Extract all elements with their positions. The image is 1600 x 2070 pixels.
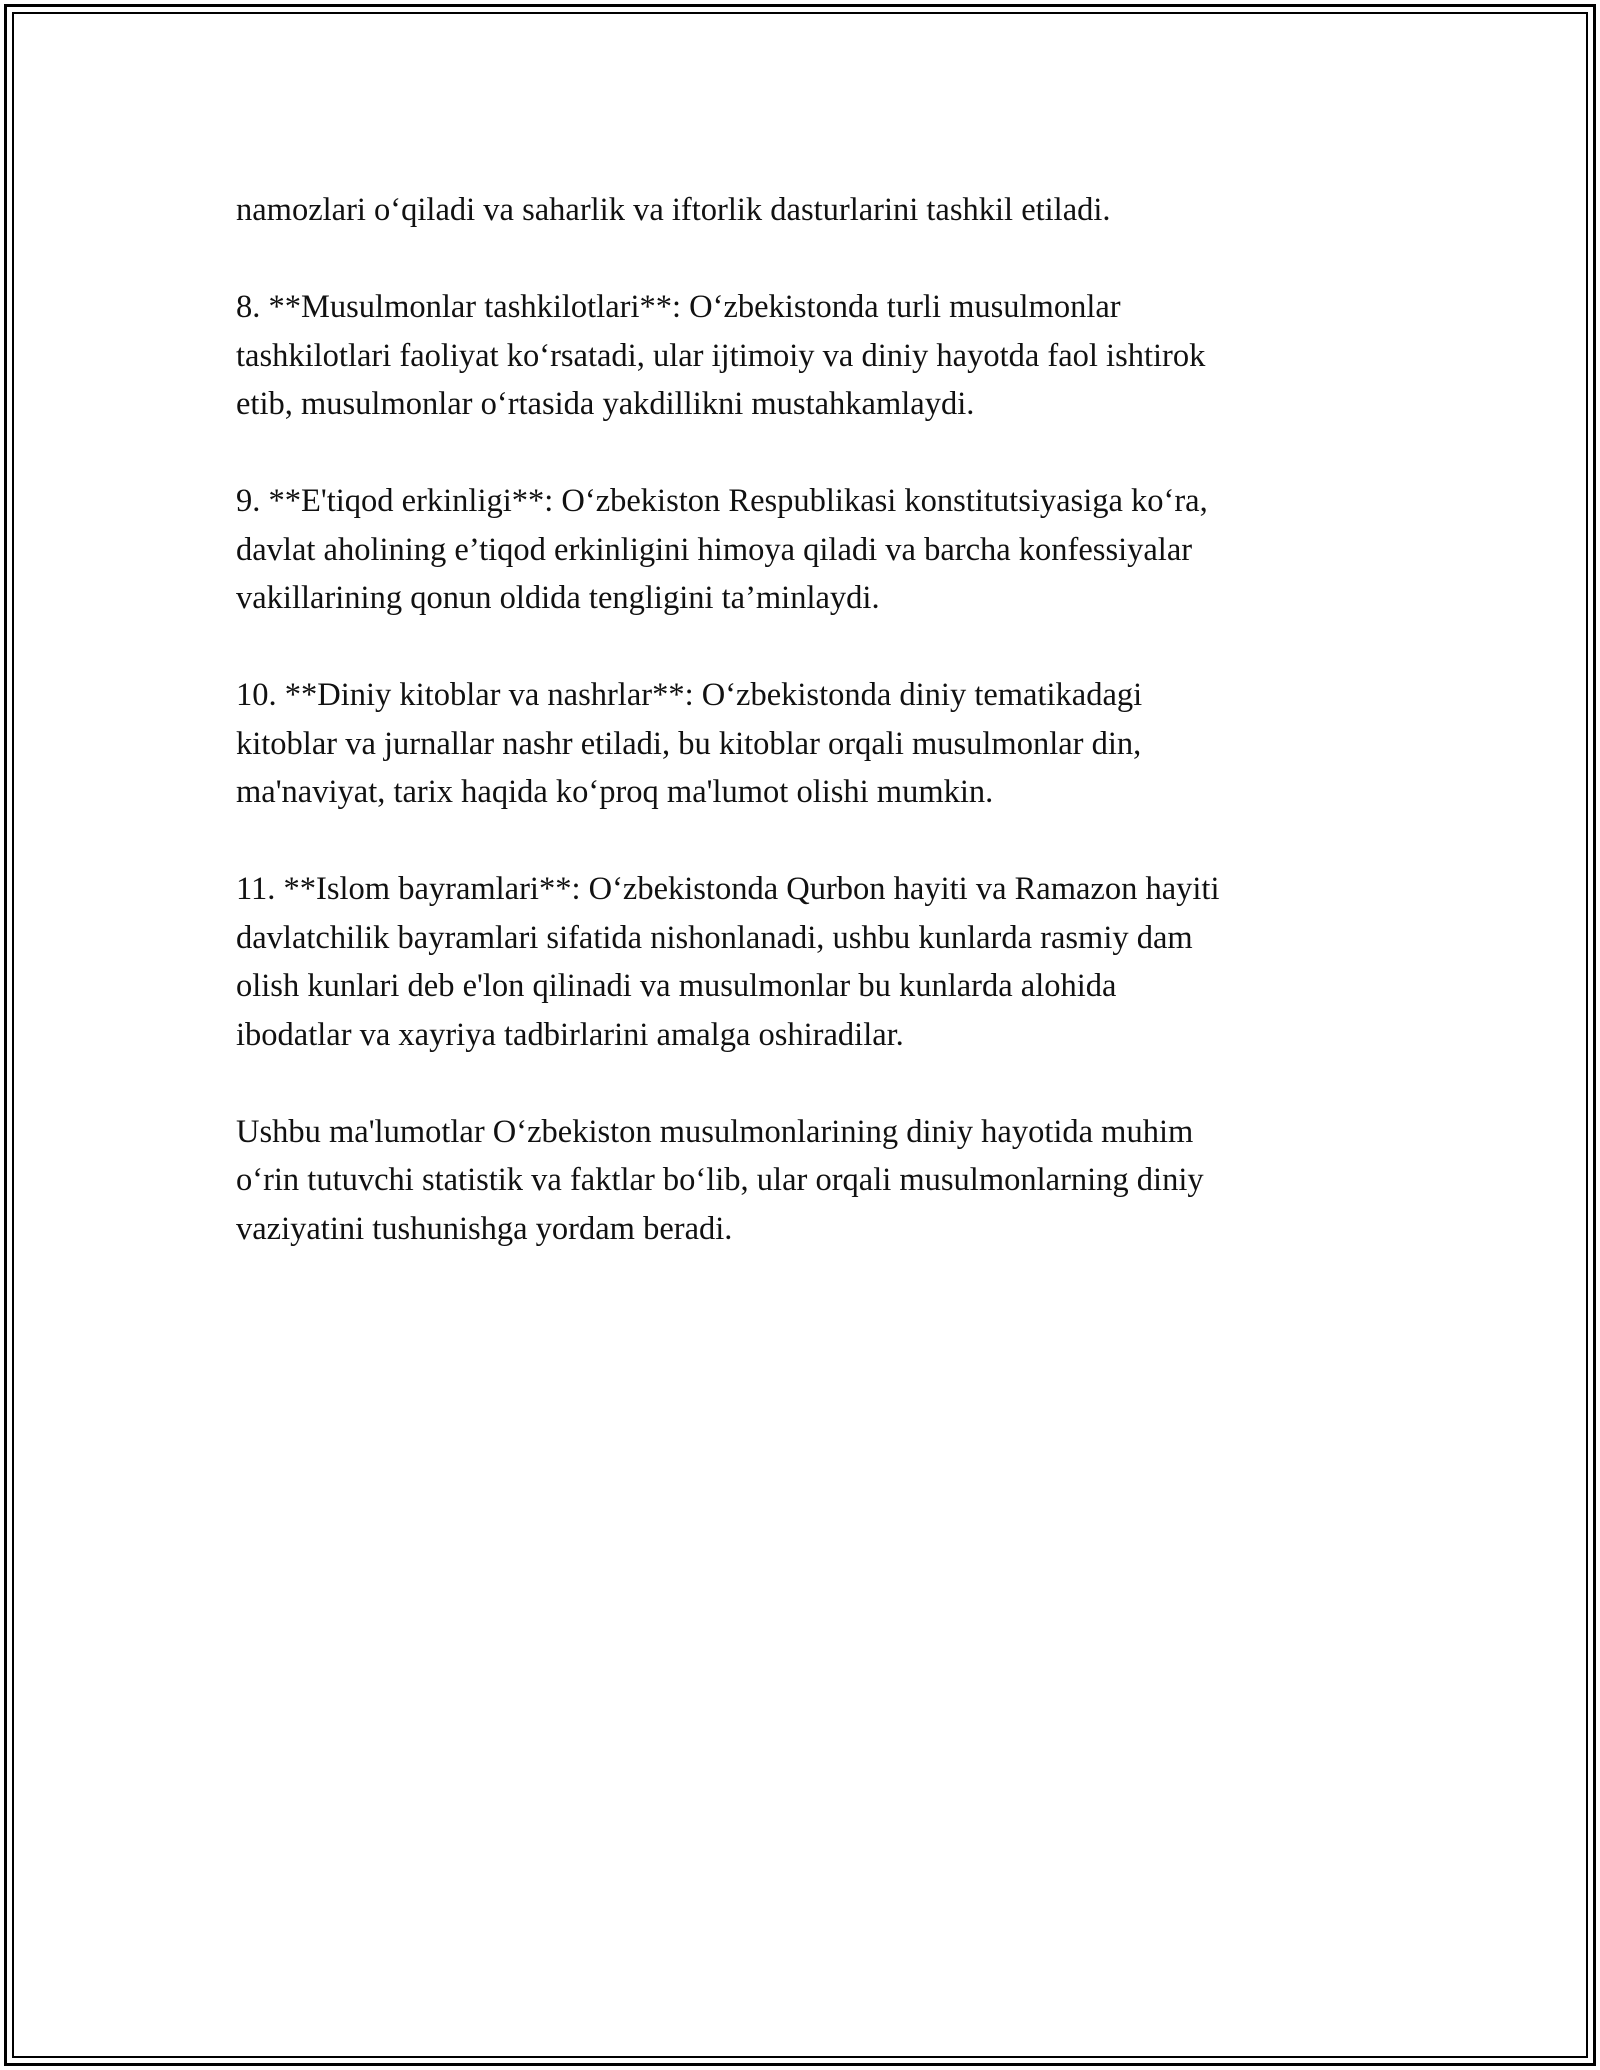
document-body xyxy=(236,186,1366,1302)
paragraph-item-10: 10. **Diniy kitoblar va nashrlar**: O‘zbekistonda diniy tematikadagi kitoblar va jurnallar nashr etiladi, bu kitoblar orqali musulmonlar din, ma'naviyat, tarix haqida ko‘proq ma'lumot olishi mumkin. xyxy=(236,677,1143,810)
paragraph-item-11: 11. **Islom bayramlari**: O‘zbekistonda Qurbon hayiti va Ramazon hayiti davlatchilik bayramlari sifatida nishonlanadi, ushbu kunlarda rasmiy dam olish kunlari deb e'lon qilinadi va musulmonlar bu kunlarda alohida ibodatlar va xayriya tadbirlarini amalga oshiradilar. xyxy=(236,871,1220,1053)
paragraph-conclusion: Ushbu ma'lumotlar O‘zbekiston musulmonlarining diniy hayotida muhim o‘rin tutuvchi statistik va faktlar bo‘lib, ular orqali musulmonlarning diniy vaziyatini tushunishga yordam beradi. xyxy=(236,1113,1204,1247)
paragraph-item-9: 9. **E'tiqod erkinligi**: O‘zbekiston Respublikasi konstitutsiyasiga ko‘ra, davlat aholining e’tiqod erkinligini himoya qiladi va barcha konfessiyalar vakillarining qonun oldida tengligini ta’minlaydi. xyxy=(236,483,1208,616)
paragraph-item-8: 8. **Musulmonlar tashkilotlari**: O‘zbekistonda turli musulmonlar tashkilotlari faoliyat ko‘rsatadi, ular ijtimoiy va diniy hayotda faol ishtirok etib, musulmonlar o‘rtasida yakdillikni mustahkamlaydi. xyxy=(236,289,1206,422)
paragraph-continuation: namozlari o‘qiladi va saharlik va iftorlik dasturlarini tashkil etiladi. xyxy=(236,192,1111,228)
